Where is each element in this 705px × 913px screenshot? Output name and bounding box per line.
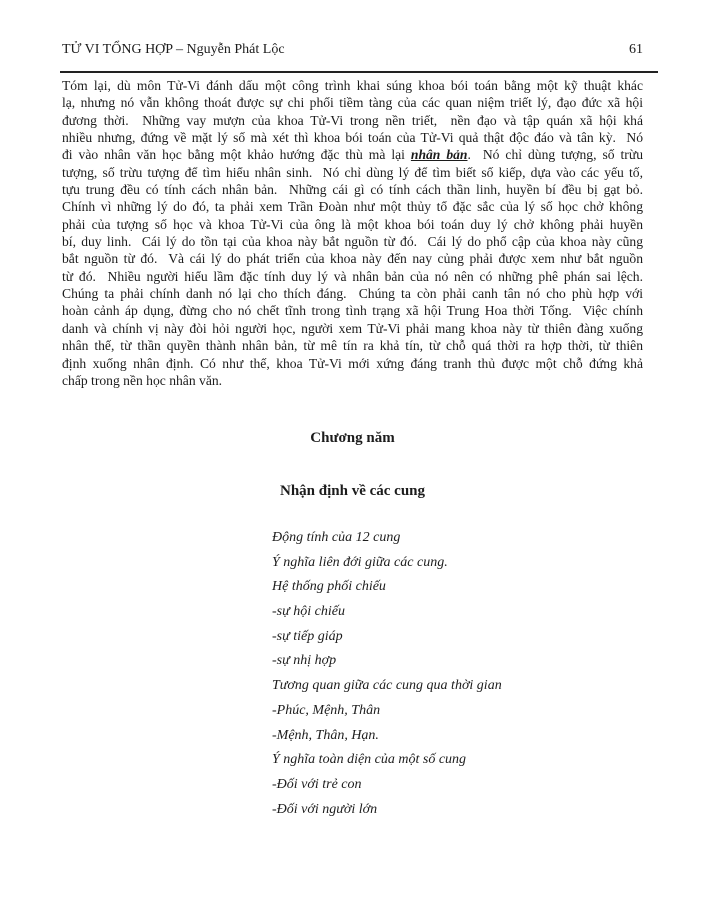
text-segment: đi vào nhân văn học bằng một khảo hướng đặc thù mà lại — [62, 147, 411, 163]
outline-item: -sự nhị hợp — [272, 653, 337, 669]
outline-item: -Phúc, Mệnh, Thân — [272, 702, 381, 718]
outline-item: -Đối với trẻ con — [272, 776, 362, 792]
outline-item: -Mệnh, Thân, Hạn. — [272, 727, 379, 743]
page-header — [62, 41, 643, 58]
text-segment: lạ, nhưng nó vẫn không thoát được sự chi phối tiềm tàng của các quan niệm triết lý, đạo đức xã hội — [62, 95, 643, 111]
page-number: 61 — [629, 42, 643, 57]
paragraph-line — [62, 94, 643, 111]
outline-item: Ý nghĩa liên đới giữa các cung. — [272, 554, 448, 570]
paragraph-line — [62, 337, 643, 354]
text-segment: bắt nguồn từ đó. Và cái lý do phát triển của khoa này đến nay củng phải được xem như bắt nguồn — [62, 251, 643, 267]
emphasized-term: nhân bản — [410, 147, 468, 163]
text-segment: đương thời. Những vay mượn của khoa Tử-Vi trong nền triết, nền đạo và tập quán xã hội khá — [62, 112, 643, 128]
text-segment: từ đó. Nhiều người hiểu lầm đặc tính duy lý và nhân bản của nó nên có những phê phán sai lệch. — [62, 268, 643, 284]
text-segment: tượng, số trừu tượng để tìm hiểu nhân sinh. Nó chỉ dùng lý để tìm biết số kiếp, dựa vào các yếu tố, — [62, 164, 643, 180]
outline-item: Tương quan giữa các cung qua thời gian — [272, 678, 502, 694]
paragraph-line — [62, 285, 643, 302]
paragraph-line — [62, 268, 643, 285]
paragraph-line — [62, 129, 643, 146]
text-segment: Tóm lại, dù môn Tử-Vi đánh dấu một công trình khai súng khoa bói toán bằng một kỹ thuật khác — [62, 78, 643, 93]
paragraph-line — [62, 250, 643, 267]
text-segment: Chính vì những lý do đó, ta phải xem Trần Đoàn như một thủy tổ đặc sắc của lý số học chở không — [62, 199, 643, 215]
outline-item: Hệ thống phối chiếu — [272, 579, 386, 595]
text-segment: định xuống nhân định. Có như thế, khoa Tử-Vi mới xứng đáng tranh thủ được một chỗ đứng khả — [62, 355, 643, 371]
outline-list — [272, 526, 652, 822]
text-segment: nhiều nhưng, đứng về mặt lý số mà xét thì khoa bói toán của Tử-Vi quả thật độc đáo và tân kỳ. Nó — [62, 130, 643, 146]
text-segment: danh và chính vị này đòi hỏi người học, người xem Tử-Vi phải mang khoa này từ thiên đàng xuống — [62, 320, 643, 336]
text-segment: tựu trung đều có tính cách nhân bản. Những cái gì có tính cách thần linh, huyền bí đều bị gạt bỏ. — [62, 182, 643, 198]
paragraph-line — [62, 302, 643, 319]
text-segment: phải của tượng số học và khoa Tử-Vi của ông là một khoa bói toán duy lý chở không phải huyền — [62, 216, 643, 232]
paragraph-line — [62, 77, 643, 94]
paragraph-line — [62, 198, 643, 215]
text-segment: chấp trong nền học nhân văn. — [62, 372, 223, 388]
outline-item: -Đối với người lớn — [272, 801, 378, 817]
text-segment: bí, duy linh. Cái lý do tồn tại của khoa này bắt nguồn từ đó. Cái lý do phổ cập của khoa này cũng — [62, 234, 643, 250]
outline-item: -sự hội chiếu — [272, 604, 345, 620]
outline-item: Ý nghĩa toàn diện của một số cung — [272, 752, 467, 768]
text-segment: . Nó chỉ dùng tượng, số trừu — [467, 147, 643, 163]
book-title: TỬ VI TỔNG HỢP – Nguyễn Phát Lộc — [62, 42, 285, 57]
paragraph-line — [62, 164, 643, 181]
paragraph-line — [62, 146, 643, 163]
text-segment: Chúng ta phải chính danh nó lại cho thích đáng. Chúng ta còn phải canh tân nó cho phù hợp với — [62, 286, 643, 302]
paragraph-line — [62, 112, 643, 129]
body-paragraph — [62, 77, 643, 389]
outline-item: -sự tiếp giáp — [272, 628, 343, 644]
outline-item: Động tính của 12 cung — [272, 530, 401, 545]
header-rule — [60, 71, 658, 73]
text-segment: nhân thế, từ thần quyền thành nhân bản, từ mê tín ra khả tín, từ chỗ quá thời ra hợp thời, từ thiên — [62, 338, 643, 354]
paragraph-line — [62, 181, 643, 198]
paragraph-line — [62, 355, 643, 372]
paragraph-line — [62, 216, 643, 233]
paragraph-line — [62, 372, 643, 389]
paragraph-line — [62, 320, 643, 337]
chapter-heading: Chương năm — [310, 430, 395, 446]
section-heading: Nhận định về các cung — [279, 483, 426, 499]
paragraph-line — [62, 233, 643, 250]
text-segment: hoàn cảnh áp dụng, đừng cho nó chết tĩnh trong tình trạng xã hội Trung Hoa thời Tống. Việc chính — [62, 303, 643, 319]
